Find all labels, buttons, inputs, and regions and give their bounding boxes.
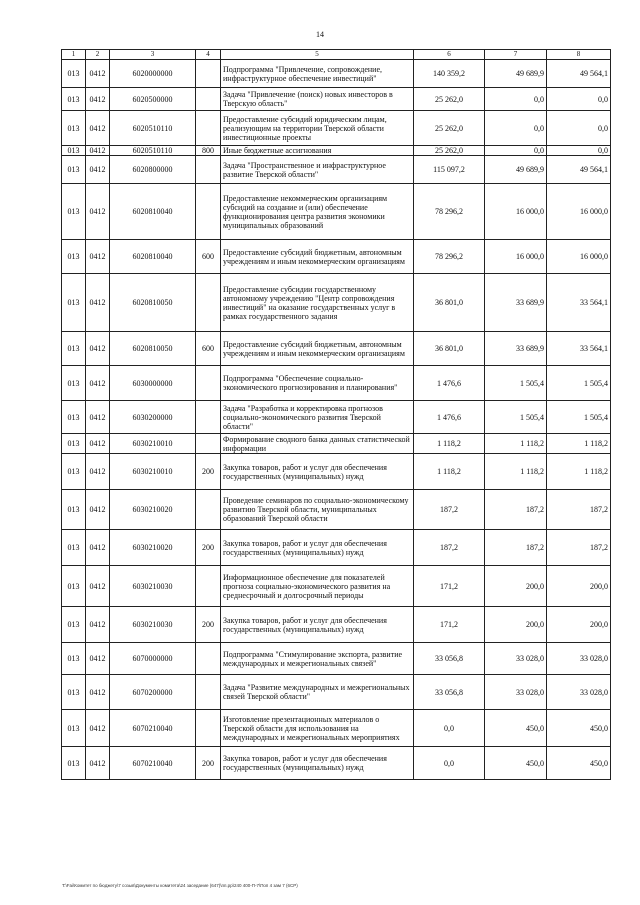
cell-target-code: 6030210030: [110, 566, 196, 607]
cell-admin-code: 013: [62, 401, 86, 434]
cell-name: Закупка товаров, работ и услуг для обеспечения государственных (муниципальных) нужд: [221, 747, 414, 780]
cell-admin-code: 013: [62, 184, 86, 240]
table-row: [62, 747, 611, 780]
cell-amount-3: 187,2: [547, 490, 611, 530]
column-header: 6: [414, 50, 485, 60]
cell-amount-1: 0,0: [414, 710, 485, 747]
table-row: [62, 111, 611, 146]
cell-target-code: 6020000000: [110, 60, 196, 88]
cell-amount-2: 1 118,2: [485, 434, 547, 454]
cell-admin-code: 013: [62, 274, 86, 332]
cell-target-code: 6030210020: [110, 490, 196, 530]
cell-target-code: 6030210030: [110, 607, 196, 643]
table-row: [62, 490, 611, 530]
column-header: 2: [86, 50, 110, 60]
cell-section-code: 0412: [86, 454, 110, 490]
cell-name: Изготовление презентационных материалов о Тверской области для использования на международных и межрегиональных мероприятиях: [221, 710, 414, 747]
footer-file-path: T:\Fai\Комитет по бюджету\7 созыв\Документы комитета\24 заседание (647)\пп.pp\240 400-П-7\Поп 4 зам 7 (6СР): [62, 883, 298, 888]
cell-target-code: 6020810050: [110, 332, 196, 366]
cell-amount-2: 450,0: [485, 747, 547, 780]
cell-amount-3: 16 000,0: [547, 240, 611, 274]
cell-expense-type: [196, 88, 221, 111]
cell-target-code: 6030210020: [110, 530, 196, 566]
cell-amount-2: 49 689,9: [485, 60, 547, 88]
table-row: [62, 60, 611, 88]
column-header: 5: [221, 50, 414, 60]
table-body: [62, 60, 611, 780]
table-row: [62, 454, 611, 490]
cell-name: Задача "Развитие международных и межрегиональных связей Тверской области": [221, 675, 414, 710]
cell-amount-3: 0,0: [547, 111, 611, 146]
cell-target-code: 6020510110: [110, 111, 196, 146]
cell-admin-code: 013: [62, 434, 86, 454]
cell-amount-2: 187,2: [485, 530, 547, 566]
cell-target-code: 6020500000: [110, 88, 196, 111]
column-header: 7: [485, 50, 547, 60]
cell-target-code: 6030210010: [110, 434, 196, 454]
cell-section-code: 0412: [86, 710, 110, 747]
cell-amount-3: 200,0: [547, 607, 611, 643]
cell-expense-type: [196, 434, 221, 454]
table-row: [62, 274, 611, 332]
cell-amount-1: 140 359,2: [414, 60, 485, 88]
cell-amount-1: 187,2: [414, 530, 485, 566]
cell-target-code: 6030200000: [110, 401, 196, 434]
cell-expense-type: 200: [196, 607, 221, 643]
cell-amount-1: 171,2: [414, 607, 485, 643]
cell-amount-3: 450,0: [547, 747, 611, 780]
cell-amount-3: 187,2: [547, 530, 611, 566]
cell-name: Задача "Разработка и корректировка прогнозов социально-экономического развития Тверской области": [221, 401, 414, 434]
cell-admin-code: 013: [62, 643, 86, 675]
cell-section-code: 0412: [86, 530, 110, 566]
cell-expense-type: 800: [196, 146, 221, 156]
table-row: [62, 240, 611, 274]
cell-expense-type: [196, 366, 221, 401]
cell-amount-1: 78 296,2: [414, 184, 485, 240]
cell-expense-type: [196, 156, 221, 184]
table-row: [62, 434, 611, 454]
cell-target-code: 6020810050: [110, 274, 196, 332]
column-header: 8: [547, 50, 611, 60]
cell-admin-code: 013: [62, 88, 86, 111]
cell-name: Задача "Пространственное и инфраструктурное развитие Тверской области": [221, 156, 414, 184]
cell-amount-1: 25 262,0: [414, 146, 485, 156]
cell-expense-type: [196, 274, 221, 332]
cell-expense-type: 200: [196, 454, 221, 490]
cell-amount-1: 36 801,0: [414, 274, 485, 332]
table-row: [62, 332, 611, 366]
cell-expense-type: 600: [196, 240, 221, 274]
cell-expense-type: [196, 643, 221, 675]
cell-expense-type: 200: [196, 530, 221, 566]
cell-amount-2: 33 689,9: [485, 274, 547, 332]
column-header: 4: [196, 50, 221, 60]
cell-section-code: 0412: [86, 332, 110, 366]
cell-amount-2: 200,0: [485, 607, 547, 643]
cell-section-code: 0412: [86, 240, 110, 274]
cell-amount-3: 33 028,0: [547, 675, 611, 710]
column-header: 3: [110, 50, 196, 60]
page-number: 14: [316, 30, 324, 39]
cell-amount-1: 33 056,8: [414, 675, 485, 710]
cell-section-code: 0412: [86, 274, 110, 332]
cell-target-code: 6020510110: [110, 146, 196, 156]
cell-name: Проведение семинаров по социально-экономическому развитию Тверской области, муниципальных образований Тверской области: [221, 490, 414, 530]
cell-section-code: 0412: [86, 643, 110, 675]
cell-expense-type: [196, 490, 221, 530]
cell-section-code: 0412: [86, 60, 110, 88]
cell-target-code: 6020810040: [110, 184, 196, 240]
cell-name: Информационное обеспечение для показателей прогноза социально-экономического развития на среднесрочный и долгосрочный периоды: [221, 566, 414, 607]
cell-name: Подпрограмма "Привлечение, сопровождение, инфраструктурное обеспечение инвестиций": [221, 60, 414, 88]
cell-amount-3: 1 505,4: [547, 401, 611, 434]
cell-amount-3: 49 564,1: [547, 156, 611, 184]
cell-amount-3: 1 118,2: [547, 454, 611, 490]
cell-amount-1: 0,0: [414, 747, 485, 780]
cell-admin-code: 013: [62, 60, 86, 88]
cell-amount-1: 115 097,2: [414, 156, 485, 184]
cell-target-code: 6030000000: [110, 366, 196, 401]
cell-target-code: 6030210010: [110, 454, 196, 490]
budget-table: [61, 49, 611, 780]
cell-section-code: 0412: [86, 88, 110, 111]
cell-admin-code: 013: [62, 747, 86, 780]
cell-amount-1: 1 118,2: [414, 434, 485, 454]
cell-target-code: 6070000000: [110, 643, 196, 675]
cell-amount-3: 0,0: [547, 88, 611, 111]
cell-name: Закупка товаров, работ и услуг для обеспечения государственных (муниципальных) нужд: [221, 530, 414, 566]
cell-amount-2: 1 505,4: [485, 366, 547, 401]
cell-amount-1: 78 296,2: [414, 240, 485, 274]
table-row: [62, 566, 611, 607]
cell-amount-2: 0,0: [485, 88, 547, 111]
cell-admin-code: 013: [62, 530, 86, 566]
table-row: [62, 156, 611, 184]
cell-expense-type: [196, 111, 221, 146]
cell-expense-type: [196, 184, 221, 240]
cell-target-code: 6070200000: [110, 675, 196, 710]
cell-name: Задача "Привлечение (поиск) новых инвесторов в Тверскую область": [221, 88, 414, 111]
cell-amount-2: 1 505,4: [485, 401, 547, 434]
table-row: [62, 184, 611, 240]
cell-name: Предоставление субсидий бюджетным, автономным учреждениям и иным некоммерческим организациям: [221, 332, 414, 366]
cell-name: Иные бюджетные ассигнования: [221, 146, 414, 156]
cell-admin-code: 013: [62, 240, 86, 274]
cell-expense-type: [196, 710, 221, 747]
table-row: [62, 401, 611, 434]
cell-target-code: 6020810040: [110, 240, 196, 274]
table-row: [62, 530, 611, 566]
cell-section-code: 0412: [86, 434, 110, 454]
cell-amount-1: 1 476,6: [414, 401, 485, 434]
cell-amount-3: 33 564,1: [547, 274, 611, 332]
cell-amount-3: 0,0: [547, 146, 611, 156]
cell-amount-2: 16 000,0: [485, 184, 547, 240]
cell-section-code: 0412: [86, 747, 110, 780]
cell-amount-3: 1 118,2: [547, 434, 611, 454]
cell-expense-type: [196, 60, 221, 88]
cell-amount-1: 1 118,2: [414, 454, 485, 490]
cell-amount-3: 33 564,1: [547, 332, 611, 366]
cell-name: Предоставление субсидий юридическим лицам, реализующим на территории Тверской области инвестиционные проекты: [221, 111, 414, 146]
cell-amount-2: 0,0: [485, 111, 547, 146]
cell-section-code: 0412: [86, 401, 110, 434]
cell-amount-1: 187,2: [414, 490, 485, 530]
cell-name: Формирование сводного банка данных статистической информации: [221, 434, 414, 454]
cell-amount-1: 1 476,6: [414, 366, 485, 401]
table-header-row: [62, 50, 611, 60]
cell-amount-2: 1 118,2: [485, 454, 547, 490]
cell-admin-code: 013: [62, 566, 86, 607]
cell-amount-2: 187,2: [485, 490, 547, 530]
cell-target-code: 6020800000: [110, 156, 196, 184]
cell-admin-code: 013: [62, 675, 86, 710]
cell-amount-2: 16 000,0: [485, 240, 547, 274]
cell-section-code: 0412: [86, 146, 110, 156]
cell-name: Предоставление некоммерческим организациям субсидий на создание и (или) обеспечение функционирования центра развития экономики муниципальных образований: [221, 184, 414, 240]
cell-admin-code: 013: [62, 490, 86, 530]
cell-name: Предоставление субсидий бюджетным, автономным учреждениям и иным некоммерческим организациям: [221, 240, 414, 274]
table-row: [62, 366, 611, 401]
cell-amount-2: 33 689,9: [485, 332, 547, 366]
cell-amount-3: 1 505,4: [547, 366, 611, 401]
cell-section-code: 0412: [86, 366, 110, 401]
cell-section-code: 0412: [86, 607, 110, 643]
cell-name: Подпрограмма "Стимулирование экспорта, развитие международных и межрегиональных связей": [221, 643, 414, 675]
cell-admin-code: 013: [62, 366, 86, 401]
cell-amount-2: 0,0: [485, 146, 547, 156]
cell-admin-code: 013: [62, 332, 86, 366]
cell-amount-2: 33 028,0: [485, 675, 547, 710]
cell-target-code: 6070210040: [110, 747, 196, 780]
cell-expense-type: 200: [196, 747, 221, 780]
table-row: [62, 607, 611, 643]
cell-amount-1: 25 262,0: [414, 88, 485, 111]
cell-amount-1: 33 056,8: [414, 643, 485, 675]
cell-amount-2: 33 028,0: [485, 643, 547, 675]
cell-amount-2: 450,0: [485, 710, 547, 747]
cell-expense-type: [196, 566, 221, 607]
cell-expense-type: [196, 401, 221, 434]
cell-admin-code: 013: [62, 454, 86, 490]
cell-amount-3: 16 000,0: [547, 184, 611, 240]
column-header: 1: [62, 50, 86, 60]
cell-amount-3: 49 564,1: [547, 60, 611, 88]
cell-amount-2: 49 689,9: [485, 156, 547, 184]
cell-amount-3: 450,0: [547, 710, 611, 747]
table-row: [62, 146, 611, 156]
table-row: [62, 88, 611, 111]
cell-section-code: 0412: [86, 675, 110, 710]
cell-amount-2: 200,0: [485, 566, 547, 607]
cell-admin-code: 013: [62, 156, 86, 184]
cell-section-code: 0412: [86, 156, 110, 184]
cell-amount-3: 33 028,0: [547, 643, 611, 675]
cell-amount-3: 200,0: [547, 566, 611, 607]
cell-admin-code: 013: [62, 111, 86, 146]
cell-section-code: 0412: [86, 490, 110, 530]
cell-section-code: 0412: [86, 111, 110, 146]
cell-expense-type: 600: [196, 332, 221, 366]
cell-name: Закупка товаров, работ и услуг для обеспечения государственных (муниципальных) нужд: [221, 454, 414, 490]
cell-admin-code: 013: [62, 146, 86, 156]
cell-target-code: 6070210040: [110, 710, 196, 747]
table-row: [62, 710, 611, 747]
cell-name: Закупка товаров, работ и услуг для обеспечения государственных (муниципальных) нужд: [221, 607, 414, 643]
cell-amount-1: 171,2: [414, 566, 485, 607]
cell-section-code: 0412: [86, 184, 110, 240]
cell-amount-1: 25 262,0: [414, 111, 485, 146]
cell-section-code: 0412: [86, 566, 110, 607]
cell-amount-1: 36 801,0: [414, 332, 485, 366]
table-row: [62, 675, 611, 710]
cell-admin-code: 013: [62, 710, 86, 747]
table-row: [62, 643, 611, 675]
cell-name: Предоставление субсидии государственному автономному учреждению "Центр сопровождения инвестиций" на оказание государственных услуг в рамках государственного задания: [221, 274, 414, 332]
cell-name: Подпрограмма "Обеспечение социально-экономического прогнозирования и планирования": [221, 366, 414, 401]
cell-expense-type: [196, 675, 221, 710]
cell-admin-code: 013: [62, 607, 86, 643]
